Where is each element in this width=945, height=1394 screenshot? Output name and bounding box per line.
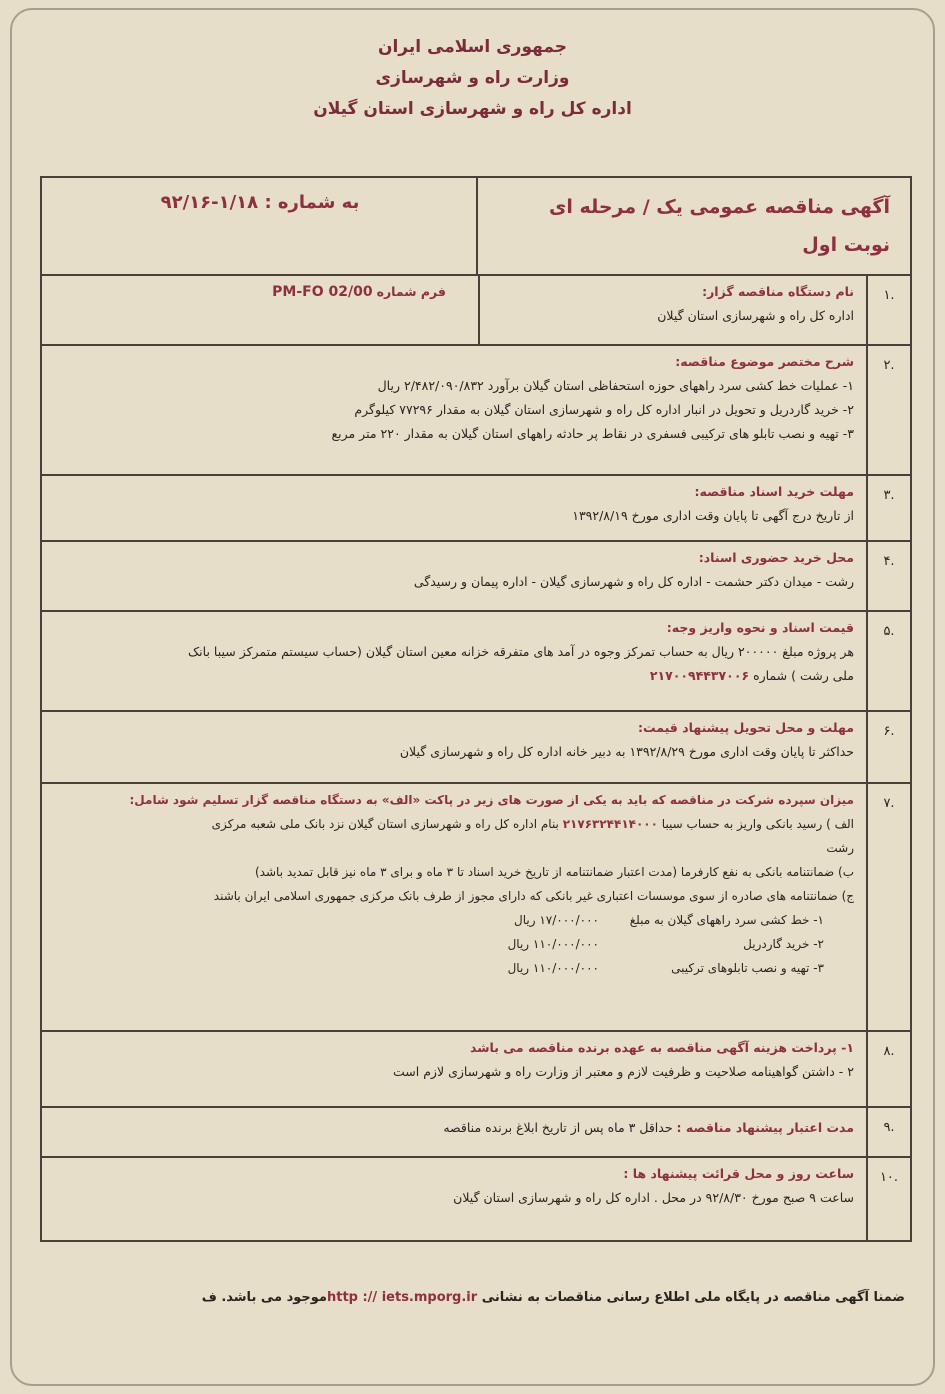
header-line-2: وزارت راه و شهرسازی [375, 68, 570, 88]
row-content [56, 616, 854, 688]
tender-title: آگهی مناقصه عمومی یک / مرحله ای [549, 196, 890, 218]
row-3 [42, 474, 910, 542]
row-content [56, 716, 854, 764]
row-4 [42, 540, 910, 612]
row-label: محل خرید حضوری اسناد: [698, 550, 854, 565]
row-content [56, 480, 854, 528]
row-divider [478, 274, 480, 344]
row-line: ۳- تهیه و نصب تابلو های ترکیبی فسفری در نقاط پر حادثه راههای استان گیلان به مقدار ۲۲۰ متر مربع [331, 426, 854, 441]
row-10 [42, 1156, 910, 1240]
amount-row [56, 956, 824, 980]
row-line: ۲ - داشتن گواهینامه صلاحیت و ظرفیت لازم و معتبر از وزارت راه و شهرسازی لازم است [393, 1064, 854, 1079]
row-6 [42, 710, 910, 784]
row-label: نام دستگاه مناقصه گزار: [702, 284, 854, 299]
row-label: مدت اعتبار پیشنهاد مناقصه : [676, 1120, 854, 1135]
row-number: .۷ [866, 782, 910, 1030]
row-1 [42, 274, 910, 346]
row-number: .۵ [866, 610, 910, 710]
row-line-text: الف ) رسید بانکی واریز به حساب سیبا [661, 817, 854, 831]
tender-table [40, 176, 912, 1242]
amount-value: ۱۱۰/۰۰۰/۰۰۰ ریال [507, 961, 599, 975]
footer-text: ضمنا آگهی مناقصه در پایگاه ملی اطلاع رسانی مناقصات به نشانی [481, 1290, 905, 1305]
amount-value: ۱۷/۰۰۰/۰۰۰ ریال [514, 913, 599, 927]
form-code: PM-FO 02/00 [272, 284, 373, 300]
form-number [56, 284, 446, 300]
row-line: ۱- عملیات خط کشی سرد راههای حوزه استحفاظی استان گیلان برآورد ۲/۴۸۲/۰۹۰/۸۳۲ ریال [377, 378, 854, 393]
row-content [56, 1162, 854, 1210]
row-label: ساعت روز و محل قرائت پیشنهاد ها : [623, 1166, 854, 1181]
amount-item: ۱- خط کشی سرد راههای گیلان به مبلغ [629, 913, 824, 927]
amount-row [56, 908, 824, 932]
row-line: ۲- خرید گاردریل و تحویل در انبار اداره کل راه و شهرسازی استان گیلان به مقدار ۷۷۲۹۶ کیلوگرم [354, 402, 854, 417]
form-label: فرم شماره [376, 284, 446, 299]
amount-value: ۱۱۰/۰۰۰/۰۰۰ ریال [507, 937, 599, 951]
row-number: .۸ [866, 1030, 910, 1106]
row-content [56, 546, 854, 594]
row-line: هر پروژه مبلغ ۲۰۰۰۰۰ ریال به حساب تمرکز وجوه در آمد های متفرقه خزانه معین استان گیلان (حساب سیستم متمرکز سیبا بانک [187, 644, 854, 659]
number-cell [42, 178, 478, 274]
row-number: .۱۰ [866, 1156, 910, 1240]
tender-number: به شماره : ۱/۱۸-۹۲/۱۶ [160, 192, 360, 213]
row-label: ۱- پرداخت هزینه آگهی مناقصه به عهده برنده مناقصه می باشد [470, 1040, 854, 1055]
amount-item: ۳- تهیه و نصب تابلوهای ترکیبی [671, 961, 824, 975]
amount-row [56, 932, 824, 956]
row-number: .۳ [866, 474, 910, 540]
account-number: ۲۱۷۰۰۹۴۴۳۷۰۰۶ [649, 668, 750, 683]
row-number: .۹ [866, 1106, 910, 1156]
row-line: اداره کل راه و شهرسازی استان گیلان [657, 308, 854, 323]
row-number: .۱ [866, 274, 910, 344]
row-line: ج) ضمانتنامه های صادره از سوی موسسات اعتباری غیر بانکی که دارای مجوز از طرف بانک مرکزی جمهوری اسلامی ایران باشند [213, 889, 854, 903]
row-number: .۲ [866, 344, 910, 474]
sepordeh-account: ۲۱۷۶۳۲۴۴۱۴۰۰۰ [562, 817, 658, 831]
row-line [56, 812, 854, 836]
header-line-3: اداره کل راه و شهرسازی استان گیلان [313, 99, 632, 119]
row-label: مهلت خرید اسناد مناقصه: [694, 484, 854, 499]
amount-item: ۲- خرید گاردریل [743, 937, 824, 951]
row-line: رشت [826, 841, 854, 855]
row-content [56, 1036, 854, 1084]
row-line: از تاریخ درج آگهی تا پایان وقت اداری مورخ ۱۳۹۲/۸/۱۹ [572, 508, 854, 523]
title-row [42, 178, 910, 276]
footer-text-end: موجود می باشد. ف [201, 1290, 327, 1305]
footer-url[interactable]: http :// iets.mporg.ir [326, 1290, 478, 1305]
row-line: ساعت ۹ صبح مورخ ۹۲/۸/۳۰ در محل . اداره کل راه و شهرسازی استان گیلان [453, 1190, 854, 1205]
row-line [56, 664, 854, 688]
row-label: مهلت و محل تحویل پیشنهاد قیمت: [637, 720, 854, 735]
row-label: شرح مختصر موضوع مناقصه: [675, 354, 854, 369]
row-7 [42, 782, 910, 1032]
row-content [492, 280, 854, 328]
row-8 [42, 1030, 910, 1108]
row-label: قیمت اسناد و نحوه واریز وجه: [666, 620, 854, 635]
row-9 [42, 1106, 910, 1158]
row-5 [42, 610, 910, 712]
row-line: حداقل ۳ ماه پس از تاریخ ابلاغ برنده مناقصه [443, 1120, 673, 1135]
row-number: .۴ [866, 540, 910, 610]
row-number: .۶ [866, 710, 910, 782]
row-2 [42, 344, 910, 476]
tender-subtitle: نوبت اول [802, 234, 890, 256]
row-content [56, 1116, 854, 1140]
row-line: ب) ضمانتنامه بانکی به نفع کارفرما (مدت اعتبار ضمانتنامه از تاریخ خرید اسناد تا ۳ ماه و برای ۳ ماه نیز قابل تمدید باشد) [255, 865, 854, 879]
letterhead [0, 32, 945, 125]
row-line: رشت - میدان دکتر حشمت - اداره کل راه و شهرسازی گیلان - اداره پیمان و رسیدگی [413, 574, 854, 589]
row-line: حداکثر تا پایان وقت اداری مورخ ۱۳۹۲/۸/۲۹ به دبیر خانه اداره کل راه و شهرسازی گیلان [399, 744, 854, 759]
footer-note [40, 1290, 905, 1305]
row-label: میزان سپرده شرکت در مناقصه که باید به یکی از صورت های زیر در پاکت «الف» به دستگاه مناقصه گزار تسلیم شود شامل: [129, 793, 854, 807]
row-line-text: ملی رشت ) شماره [753, 668, 854, 683]
row-content [56, 788, 854, 980]
title-cell [476, 178, 910, 274]
header-line-1: جمهوری اسلامی ایران [377, 37, 568, 57]
row-line-text: بنام اداره کل راه و شهرسازی استان گیلان نزد بانک ملی شعبه مرکزی [211, 817, 559, 831]
amounts-list [56, 908, 854, 980]
row-content [56, 350, 854, 446]
